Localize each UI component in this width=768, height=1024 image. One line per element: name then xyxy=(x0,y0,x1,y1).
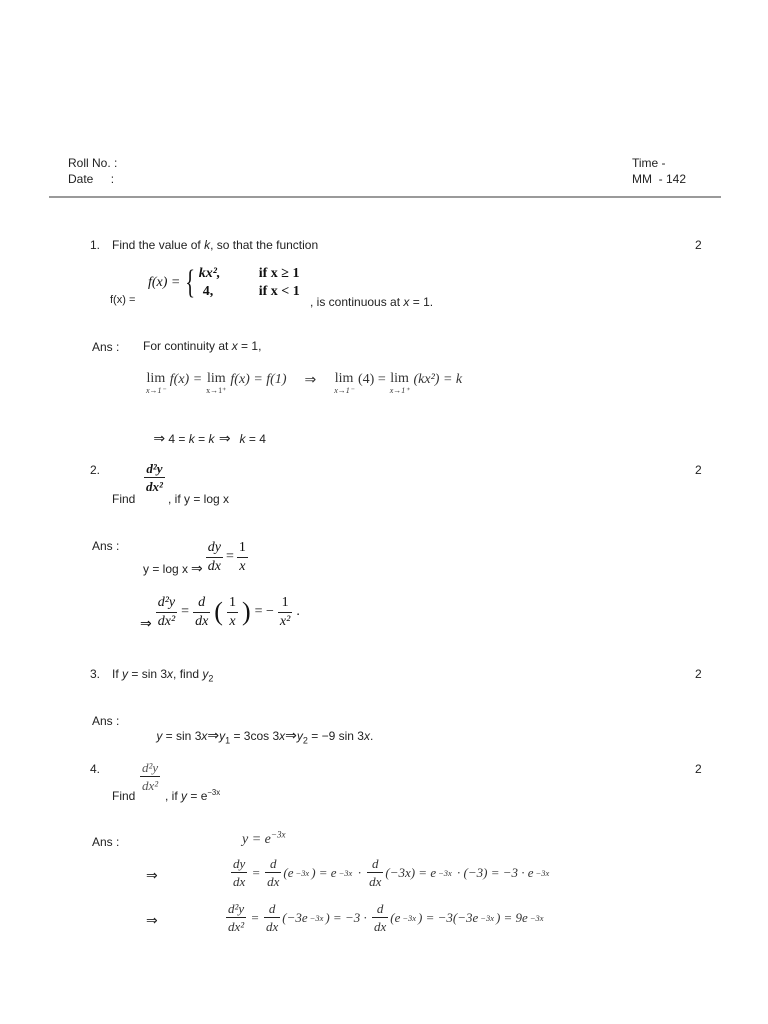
date-label xyxy=(68,172,114,186)
max-marks-label: MM - 142 xyxy=(632,172,687,186)
answer-line-1: $\frac{dy}{dx}$ = $\frac{d}{dx}$ (e −3x ) = e −3x · $\frac{d}{dx}$ (−3x) = e −3x · (−3) = −3 · e −3x xyxy=(233,856,550,889)
question-marks: 2 xyxy=(695,762,702,776)
piecewise-function xyxy=(148,266,300,300)
answer-label: Ans : xyxy=(92,714,120,728)
limit-right: lim x→1⁺ xyxy=(206,371,227,395)
implies-icon: ⇒ xyxy=(146,868,158,884)
case2-condition: if x < 1 xyxy=(258,284,300,299)
limit-kx2: (kx²) = k xyxy=(413,372,463,387)
question-prompt xyxy=(112,238,318,252)
answer-line-2: ⇒ $\frac{\text{d²y}}{\text{dx²}}$ = $\frac{d}{dx}$ ( $\frac{1}{x}$ ) = − $\frac{1}{\text{x²}}$ . xyxy=(140,594,300,632)
answer-line-0: $y = e^{-3x}$ xyxy=(242,829,286,847)
answer-line-2: $\frac{\text{d²y}}{\text{dx²}}$ = $\frac{d}{dx}$ (−3e −3x ) = −3 · $\frac{d}{dx}$ (e −3x ) = −3(−3e −3x ) = 9e −3x xyxy=(228,901,544,934)
limit-f2: f(x) = f(1) xyxy=(230,372,287,387)
suffix-text: = 1. xyxy=(409,295,434,309)
neg-one-over-x2-fraction: $\frac{1}{\text{x²}}$ xyxy=(279,594,291,629)
implies-icon: ⇒ xyxy=(304,373,317,388)
question-marks: 2 xyxy=(695,463,702,477)
case1-expression: kx², xyxy=(198,266,221,281)
question-marks: 2 xyxy=(695,238,702,252)
implies-icon: ⇒ xyxy=(140,616,152,632)
case1-condition: if x ≥ 1 xyxy=(258,266,300,281)
piecewise-cases xyxy=(199,266,300,300)
implies-icon: ⇒ xyxy=(146,913,158,929)
limit-left: lim x→1⁻ xyxy=(146,371,166,395)
roll-number-label: Roll No. : xyxy=(68,156,118,170)
answer-var-x: x xyxy=(231,339,238,353)
prompt-var-k: k xyxy=(204,238,211,252)
suffix-var-x: x xyxy=(403,295,410,309)
fx-label: f(x) = xyxy=(110,294,136,306)
date-label-text: Date xyxy=(68,172,94,186)
find-label: Find xyxy=(112,789,136,803)
limit-equation xyxy=(146,372,462,395)
dy-dx-fraction: $\frac{dy}{dx}$ xyxy=(207,539,221,574)
answer-intro xyxy=(143,339,261,353)
second-derivative-fraction: $\frac{\text{d²y}}{\text{dx²}}$ xyxy=(142,760,159,793)
limit-left-2: lim x→1⁻ xyxy=(334,371,354,395)
d-dx-fraction: $\frac{d}{dx}$ xyxy=(195,594,209,629)
answer-label: Ans : xyxy=(92,539,120,553)
limit-right-2: lim x→1⁺ xyxy=(389,371,410,395)
question-suffix: , if y = log x xyxy=(168,492,230,506)
case2-expression: 4, xyxy=(202,284,214,299)
prompt-text: , so that the function xyxy=(210,238,319,252)
one-over-x-fraction: $\frac{1}{x}$ xyxy=(238,539,246,574)
answer-label: Ans : xyxy=(92,340,120,354)
answer-expression: $y = \sin 3x\Rightarrow y_1 = 3\cos$ $3x\Rightarrow y_2 = -9$ sin 3x. xyxy=(156,728,374,746)
answer-text: = 1, xyxy=(237,339,262,353)
left-brace: { xyxy=(185,264,196,301)
date-colon: : xyxy=(110,172,115,186)
implies-icon: ⇒ xyxy=(285,728,297,744)
inner-fraction: $\frac{1}{x}$ xyxy=(228,594,236,629)
piecewise-lhs: f(x) = xyxy=(148,275,181,290)
d2y-dx2-fraction: $\frac{\text{d²y}}{\text{dx²}}$ xyxy=(157,594,176,629)
suffix-text: , is continuous at xyxy=(310,295,404,309)
header-divider xyxy=(49,196,721,198)
continuity-suffix xyxy=(310,295,433,309)
question-number: 3. xyxy=(90,667,101,681)
answer-line-1: y = log x ⇒ $\frac{dy}{dx}$ = $\frac{1}{x}$ xyxy=(143,539,246,577)
answer-text: For continuity at xyxy=(143,339,232,353)
answer-lhs: y = log x xyxy=(143,562,189,576)
question-marks: 2 xyxy=(695,667,702,681)
implies-icon: ⇒ xyxy=(207,728,220,744)
final-answer: ⇒ 4 = k = k ⇒ k = 4 xyxy=(153,431,266,447)
question-prompt: If y = sin 3x, find $y_2$ xyxy=(112,667,214,684)
implies-icon: ⇒ xyxy=(191,561,203,577)
question-number: 1. xyxy=(90,238,101,252)
answer-label: Ans : xyxy=(92,835,120,849)
second-derivative-fraction: $\frac{\text{d²y}}{\text{dx²}}$ xyxy=(146,461,163,494)
implies-icon: ⇒ xyxy=(153,431,166,447)
limit-f1: f(x) = xyxy=(169,372,203,387)
limit-val4: (4) = xyxy=(358,372,386,387)
question-suffix: , if $y = e^{-3x}$ xyxy=(165,788,221,803)
question-number: 4. xyxy=(90,762,101,776)
find-label: Find xyxy=(112,492,136,506)
prompt-text: Find the value of xyxy=(112,238,205,252)
time-label: Time - xyxy=(632,156,666,170)
question-number: 2. xyxy=(90,463,101,477)
implies-icon: ⇒ xyxy=(214,431,240,447)
